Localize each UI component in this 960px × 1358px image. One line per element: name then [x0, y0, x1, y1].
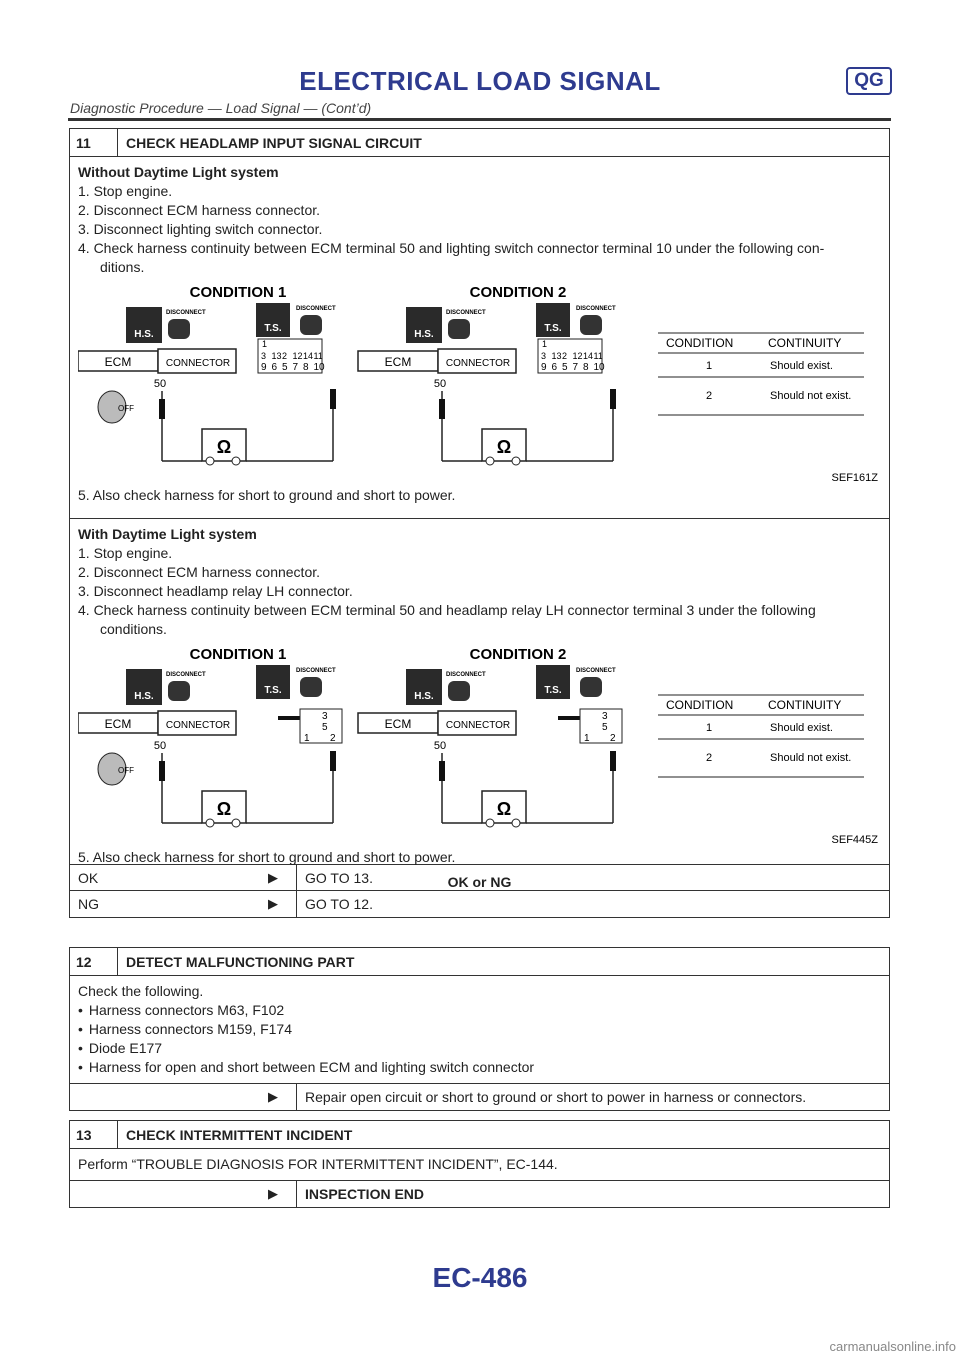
- connector-label: CONNECTOR: [165, 720, 231, 731]
- step-13-box: [69, 1120, 890, 1208]
- ecm-label: ECM: [384, 717, 412, 731]
- hs-label: H.S.: [414, 691, 434, 702]
- ts-label: T.S.: [264, 685, 282, 696]
- action-row: [70, 1181, 889, 1207]
- off-label: OFF: [118, 766, 134, 775]
- probe-tip: [610, 751, 616, 771]
- connector-label: CONNECTOR: [165, 358, 231, 369]
- list-item: • Harness for open and short between ECM and lighting switch connector: [78, 1058, 881, 1077]
- pin-label: 5: [562, 362, 568, 373]
- table-header: CONTINUITY: [768, 698, 842, 712]
- pin-label: 3: [541, 351, 547, 361]
- disconnect-label: DISCONNECT: [576, 668, 616, 674]
- disconnect-label: DISCONNECT: [446, 672, 486, 678]
- pin-label: 6: [551, 362, 558, 373]
- terminal-label: 50: [153, 740, 167, 752]
- ohm-symbol: Ω: [496, 437, 512, 457]
- instruction-line: 1. Stop engine.: [78, 183, 173, 199]
- result-key: OK: [78, 869, 99, 886]
- ts-label: T.S.: [544, 685, 562, 696]
- terminal-label: 50: [153, 378, 167, 390]
- probe-tip: [439, 399, 445, 419]
- result-value: GO TO 13.: [296, 865, 373, 890]
- result-value: GO TO 12.: [296, 891, 373, 917]
- arrow-icon: ▶: [268, 1186, 278, 1201]
- step-11-box: [69, 128, 890, 918]
- disconnect-label: DISCONNECT: [166, 310, 206, 316]
- step-title: DETECT MALFUNCTIONING PART: [126, 953, 355, 970]
- pin-label: 13: [551, 351, 562, 361]
- pin-label: 5: [282, 362, 288, 373]
- table-cell: 1: [706, 722, 713, 734]
- pin-label: 14: [303, 351, 314, 361]
- pin-label: 9: [541, 362, 547, 373]
- pin-label: 14: [583, 351, 594, 361]
- step-number: 11: [70, 129, 118, 156]
- list-item: • Harness connectors M63, F102: [78, 1001, 881, 1020]
- list-item: • Diode E177: [78, 1039, 881, 1058]
- arrow-icon: ▶: [268, 896, 278, 911]
- table-cell: 2: [706, 752, 713, 764]
- connector-label: CONNECTOR: [445, 720, 511, 731]
- pin-label: 1: [584, 733, 590, 744]
- step-title: CHECK INTERMITTENT INCIDENT: [126, 1126, 353, 1143]
- ts-label: T.S.: [544, 323, 562, 334]
- ohm-symbol: Ω: [496, 799, 512, 819]
- table-cell: Should exist.: [770, 722, 833, 734]
- ohm-symbol: Ω: [216, 437, 232, 457]
- probe-tip: [610, 389, 616, 409]
- ok-ng-label: OK or NG: [447, 874, 512, 890]
- condition-label: CONDITION 1: [189, 284, 287, 301]
- instruction-line: conditions.: [100, 621, 167, 637]
- ecm-label: ECM: [384, 355, 412, 369]
- result-row-ok: [70, 865, 889, 891]
- pin-label: 11: [313, 351, 323, 361]
- terminal-icon: [486, 457, 494, 465]
- table-cell: 2: [706, 390, 713, 402]
- pin-label: 10: [593, 362, 605, 373]
- arrow-icon: ▶: [268, 1089, 278, 1104]
- pin-label: 1: [304, 733, 310, 744]
- table-cell: Should not exist.: [770, 752, 852, 764]
- hs-label: H.S.: [134, 691, 154, 702]
- result-row-ng: [70, 891, 889, 917]
- page-title: ELECTRICAL LOAD SIGNAL: [299, 66, 661, 96]
- terminal-label: 50: [433, 378, 447, 390]
- wiring-diagram-b: [78, 643, 883, 848]
- terminal-icon: [206, 457, 214, 465]
- section-heading: With Daytime Light system: [78, 526, 257, 542]
- result-key: NG: [78, 896, 99, 912]
- disconnect-label: DISCONNECT: [296, 668, 336, 674]
- pin-label: 8: [583, 362, 589, 373]
- pin-label: 3: [602, 711, 608, 722]
- step-11-title-row: [70, 129, 889, 157]
- watermark: carmanualsonline.info: [829, 1339, 956, 1354]
- pin-label: 12: [572, 351, 583, 361]
- pin-label: 2: [562, 351, 568, 361]
- page-subtitle: Diagnostic Procedure — Load Signal — (Cont’d): [70, 100, 372, 116]
- connector-plug-icon: [580, 677, 602, 697]
- instruction-line: 4. Check harness continuity between ECM terminal 50 and lighting switch connector terminal 10 under the following con-: [78, 240, 825, 256]
- instruction-line: 2. Disconnect ECM harness connector.: [78, 564, 321, 580]
- header-rule: [68, 118, 891, 121]
- disconnect-label: DISCONNECT: [576, 306, 616, 312]
- step-12-title-row: [70, 948, 889, 976]
- disconnect-label: DISCONNECT: [296, 306, 336, 312]
- step-number: 13: [70, 1121, 118, 1148]
- step-13-title-row: [70, 1121, 889, 1149]
- terminal-icon: [232, 819, 240, 827]
- arrow-icon: ▶: [268, 869, 278, 885]
- condition-label: CONDITION 1: [189, 646, 287, 663]
- pin-label: 8: [303, 362, 309, 373]
- hs-label: H.S.: [414, 329, 434, 340]
- probe-tip: [439, 761, 445, 781]
- pin-label: 9: [261, 362, 267, 373]
- list-item: • Harness connectors M159, F174: [78, 1020, 881, 1039]
- terminal-icon: [486, 819, 494, 827]
- probe-tip: [330, 389, 336, 409]
- connector-plug-icon: [448, 681, 470, 701]
- pin-label: 2: [330, 733, 336, 744]
- disconnect-label: DISCONNECT: [166, 672, 206, 678]
- ecm-label: ECM: [104, 717, 132, 731]
- pin-label: 2: [610, 733, 616, 744]
- ohm-symbol: Ω: [216, 799, 232, 819]
- pin-label: 1: [542, 339, 548, 349]
- intro-text: Check the following.: [78, 983, 204, 999]
- pin-label: 11: [593, 351, 603, 361]
- pin-label: 1: [262, 339, 268, 349]
- instruction-line: 3. Disconnect lighting switch connector.: [78, 221, 323, 237]
- wiring-diagram-a: [78, 281, 883, 486]
- instruction-line: Perform “TROUBLE DIAGNOSIS FOR INTERMITTENT INCIDENT”, EC-144.: [78, 1156, 558, 1172]
- table-header: CONDITION: [666, 698, 734, 712]
- terminal-icon: [206, 819, 214, 827]
- table-cell: Should exist.: [770, 360, 833, 372]
- page-number: EC-486: [432, 1262, 528, 1293]
- action-text: INSPECTION END: [296, 1181, 424, 1207]
- figure-code: SEF161Z: [831, 472, 878, 484]
- table-header: CONDITION: [666, 336, 734, 350]
- action-row: [70, 1084, 889, 1110]
- connector-plug-icon: [448, 319, 470, 339]
- condition-label: CONDITION 2: [469, 646, 567, 663]
- step-11-section-a: [70, 157, 889, 519]
- pin-label: 12: [292, 351, 303, 361]
- pin-label: 2: [282, 351, 288, 361]
- section-badge: QG: [846, 67, 892, 95]
- pin-label: 5: [602, 722, 608, 733]
- pin-label: 3: [261, 351, 267, 361]
- instruction-line: 5. Also check harness for short to ground and short to power.: [78, 849, 456, 865]
- ts-label: T.S.: [264, 323, 282, 334]
- disconnect-label: DISCONNECT: [446, 310, 486, 316]
- pin-label: 13: [271, 351, 282, 361]
- off-label: OFF: [118, 404, 134, 413]
- ecm-label: ECM: [104, 355, 132, 369]
- pin-label: 7: [572, 362, 579, 373]
- step-12-box: [69, 947, 890, 1111]
- pin-label: 3: [322, 711, 328, 722]
- terminal-icon: [512, 819, 520, 827]
- probe-tip: [330, 751, 336, 771]
- hs-label: H.S.: [134, 329, 154, 340]
- pin-label: 7: [292, 362, 299, 373]
- table-cell: Should not exist.: [770, 390, 852, 402]
- probe-tip: [159, 761, 165, 781]
- step-title: CHECK HEADLAMP INPUT SIGNAL CIRCUIT: [126, 134, 422, 151]
- connector-plug-icon: [168, 319, 190, 339]
- terminal-icon: [232, 457, 240, 465]
- connector-label: CONNECTOR: [445, 358, 511, 369]
- step-number: 12: [70, 948, 118, 975]
- instruction-line: 1. Stop engine.: [78, 545, 173, 561]
- instruction-line: 4. Check harness continuity between ECM terminal 50 and headlamp relay LH connector terminal 3 under the following: [78, 602, 816, 618]
- terminal-icon: [512, 457, 520, 465]
- figure-code: SEF445Z: [831, 834, 878, 846]
- table-header: CONTINUITY: [768, 336, 842, 350]
- instruction-line: 3. Disconnect headlamp relay LH connector.: [78, 583, 353, 599]
- pin-label: 6: [271, 362, 278, 373]
- connector-plug-icon: [300, 677, 322, 697]
- action-text: Repair open circuit or short to ground or short to power in harness or connectors.: [296, 1084, 806, 1110]
- instruction-line: 2. Disconnect ECM harness connector.: [78, 202, 321, 218]
- connector-plug-icon: [168, 681, 190, 701]
- probe-tip: [159, 399, 165, 419]
- section-heading: Without Daytime Light system: [78, 164, 279, 180]
- instruction-line: 5. Also check harness for short to ground and short to power.: [78, 487, 456, 503]
- step-13-body: [70, 1149, 889, 1181]
- pin-label: 10: [313, 362, 325, 373]
- instruction-line: ditions.: [100, 259, 145, 275]
- step-12-body: [70, 976, 889, 1084]
- table-cell: 1: [706, 360, 713, 372]
- connector-plug-icon: [580, 315, 602, 335]
- connector-plug-icon: [300, 315, 322, 335]
- terminal-label: 50: [433, 740, 447, 752]
- pin-label: 5: [322, 722, 328, 733]
- condition-label: CONDITION 2: [469, 284, 567, 301]
